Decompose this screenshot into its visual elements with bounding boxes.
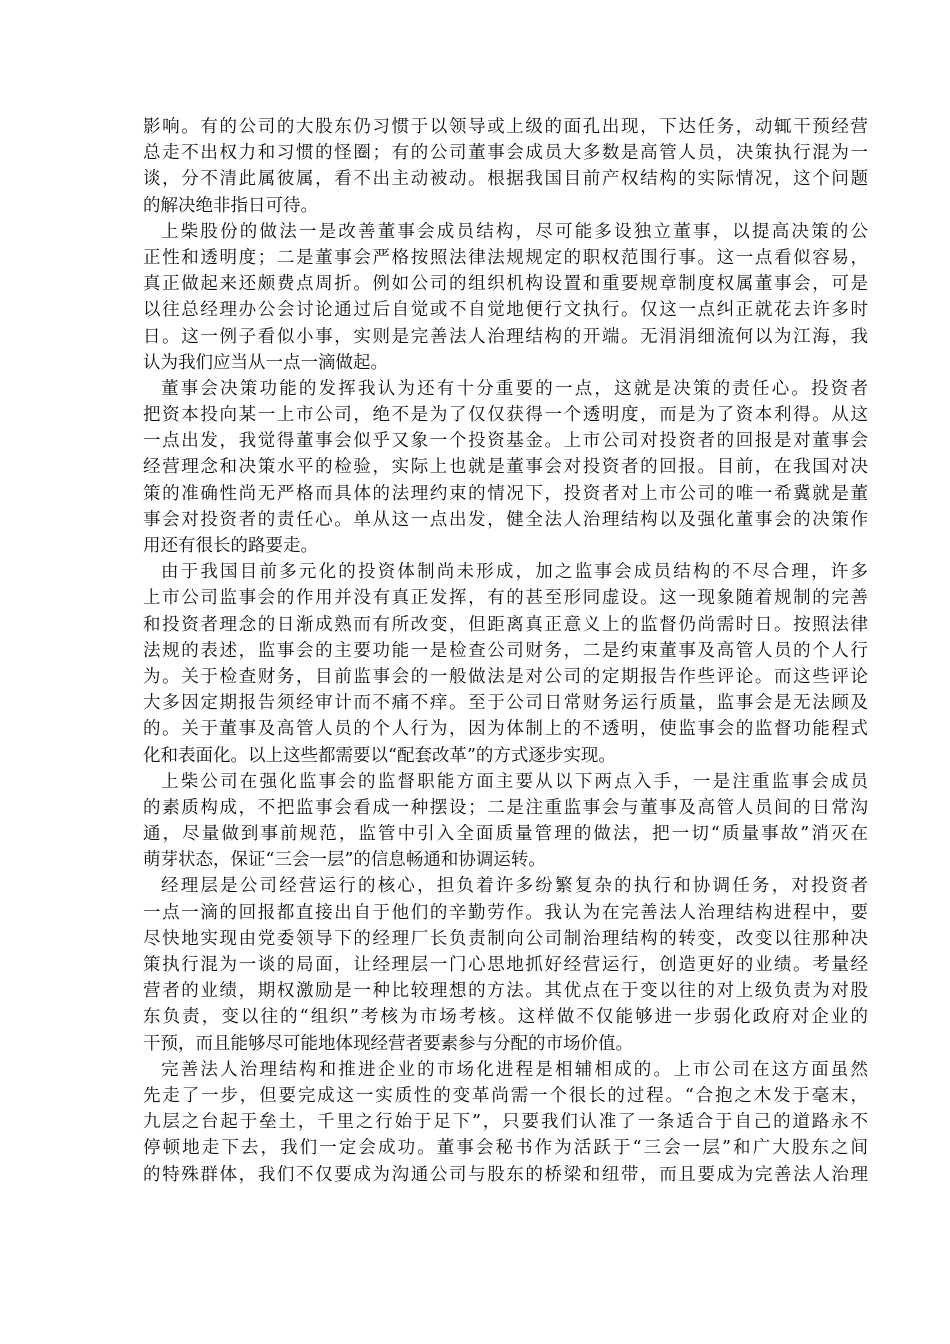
text-line: 东负责，变以往的“组织”考核为市场考核。这样做不仅能够进一步弱化政府对企业的 [143,1007,868,1028]
paragraph [143,219,868,376]
text-line: 的素质构成，不把监事会看成一种摆设；二是注重监事会与董事及高管人员间的日常沟 [143,797,868,818]
text-line: 营者的业绩，期权激励是一种比较理想的方法。其优点在于变以往的对上级负责为对股 [143,981,868,1002]
text-line: 干预，而且能够尽可能地体现经营者要素参与分配的市场价值。 [143,1033,633,1054]
text-line: 尽快地实现由党委领导下的经理厂长负责制向公司制治理结构的转变，改变以往那种决 [143,928,868,949]
paragraph [143,559,868,769]
text-line: 总走不出权力和习惯的怪圈；有的公司董事会成员大多数是高管人员，决策执行混为一 [143,143,868,164]
text-line: 的。关于董事及高管人员的个人行为，因为体制上的不透明，使监事会的监督功能程式 [143,719,868,740]
text-line: 一点出发，我觉得董事会似乎又象一个投资基金。上市公司对投资者的回报是对董事会 [143,431,868,452]
paragraph [143,873,868,1056]
text-line: 通，尽量做到事前规范，监管中引入全面质量管理的做法，把一切“质量事故”消灭在 [143,824,868,845]
text-line: 一点一滴的回报都直接出自于他们的辛勤劳作。我认为在完善法人治理结构进程中，要 [143,902,868,923]
text-line: 经营理念和决策水平的检验，实际上也就是董事会对投资者的回报。目前，在我国对决 [143,457,868,478]
text-line: 停顿地走下去，我们一定会成功。董事会秘书作为活跃于“三会一层”和广大股东之间 [143,1138,868,1159]
paragraph [143,769,868,874]
text-line: 为。关于检查财务，目前监事会的一般做法是对公司的定期报告作些评论。而这些评论 [143,666,868,687]
text-line: 九层之台起于垒土，千里之行始于足下”，只要我们认准了一条适合于自己的道路永不 [143,1112,868,1133]
text-line: 萌芽状态，保证“三会一层”的信息畅通和协调运转。 [143,850,546,871]
text-line: 化和表面化。以上这些都需要以“配套改革”的方式逐步实现。 [143,745,616,766]
text-line: 谈，分不清此属彼属，看不出主动被动。根据我国目前产权结构的实际情况，这个问题 [143,169,868,190]
text-line: 正性和透明度；二是董事会严格按照法律法规规定的职权范围行事。这一点看似容易， [143,247,868,268]
text-line: 用还有很长的路要走。 [143,536,318,556]
text-line: 董事会决策功能的发挥我认为还有十分重要的一点，这就是决策的责任心。投资者 [161,378,868,399]
text-line: 真正做起来还颇费点周折。例如公司的组织机构设置和重要规章制度权属董事会，可是 [143,274,868,295]
text-line: 经理层是公司经营运行的核心，担负着许多纷繁复杂的执行和协调任务，对投资者 [161,876,868,897]
text-line: 事会对投资者的责任心。单从这一点出发，健全法人治理结构以及强化董事会的决策作 [143,509,868,530]
text-line: 法规的表述，监事会的主要功能一是检查公司财务，二是约束董事及高管人员的个人行 [143,640,868,661]
paragraph [143,114,868,219]
text-line: 把资本投向某一上市公司，绝不是为了仅仅获得一个透明度，而是为了资本利得。从这 [143,405,868,426]
text-line: 以往总经理办公会讨论通过后自觉或不自觉地便行文执行。仅这一点纠正就花去许多时 [143,300,868,321]
text-line: 策执行混为一谈的局面，让经理层一门心思地抓好经营运行，创造更好的业绩。考量经 [143,955,868,975]
text-line: 上柴股份的做法一是改善董事会成员结构，尽可能多设独立董事，以提高决策的公 [161,221,868,242]
article-body [143,114,868,1188]
text-line: 完善法人治理结构和推进企业的市场化进程是相辅相成的。上市公司在这方面虽然 [161,1059,868,1080]
text-line: 的特殊群体，我们不仅要成为沟通公司与股东的桥梁和纽带，而且要成为完善法人治理 [143,1164,868,1185]
paragraph [143,1057,868,1188]
text-line: 由于我国目前多元化的投资体制尚未形成，加之监事会成员结构的不尽合理，许多 [161,562,868,583]
text-line: 的解决绝非指日可待。 [143,195,318,216]
text-line: 上柴公司在强化监事会的监督职能方面主要从以下两点入手，一是注重监事会成员 [161,771,868,792]
text-line: 日。这一例子看似小事，实则是完善法人治理结构的开端。无涓涓细流何以为江海，我 [143,326,868,347]
text-line: 认为我们应当从一点一滴做起。 [143,352,388,373]
text-line: 策的准确性尚无严格而具体的法理约束的情况下，投资者对上市公司的唯一希冀就是董 [143,483,868,504]
text-line: 先走了一步，但要完成这一实质性的变革尚需一个很长的过程。“合抱之木发于毫末， [143,1085,868,1106]
text-line: 和投资者理念的日渐成熟而有所改变，但距离真正意义上的监督仍尚需时日。按照法律 [143,614,868,635]
text-line: 大多因定期报告须经审计而不痛不痒。至于公司日常财务运行质量，监事会是无法顾及 [143,693,868,714]
text-line: 影响。有的公司的大股东仍习惯于以领导或上级的面孔出现，下达任务，动辄干预经营 [143,117,868,137]
text-line: 上市公司监事会的作用并没有真正发挥，有的甚至形同虚设。这一现象随着规制的完善 [143,588,868,609]
paragraph [143,376,868,559]
